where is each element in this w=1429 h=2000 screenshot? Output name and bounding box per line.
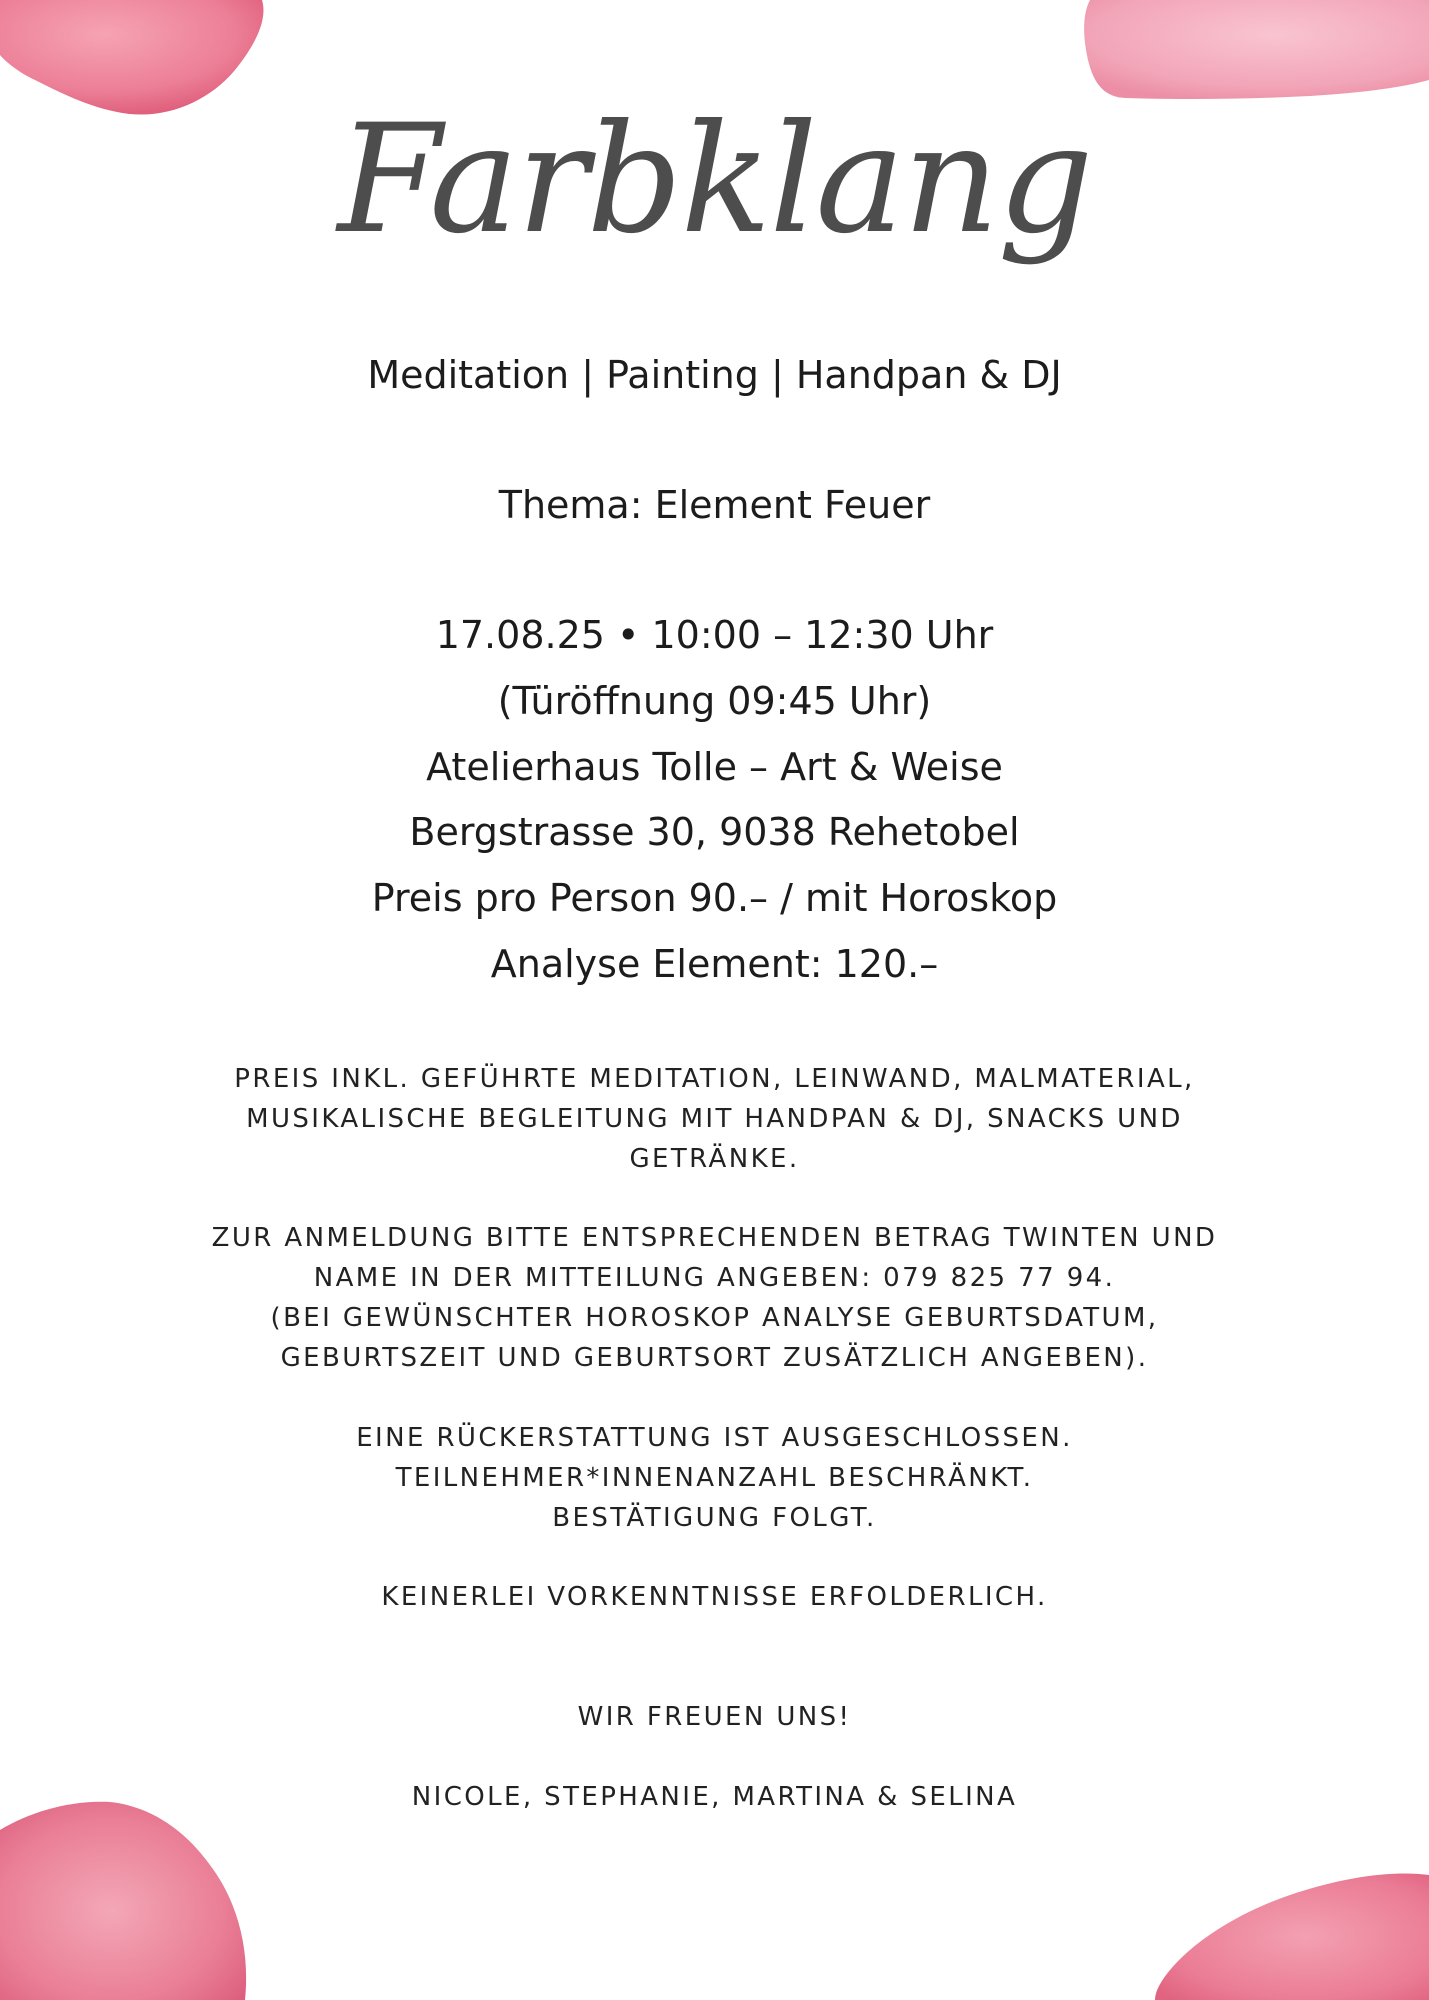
event-price: Preis pro Person 90.– / mit Horoskop [371,876,1058,920]
event-address: Bergstrasse 30, 9038 Rehetobel [409,810,1020,854]
watercolor-blob-bottom-right [1150,1870,1429,2000]
terms-info-line: BESTÄTIGUNG FOLGT. [552,1503,877,1533]
price-info-line: PREIS INKL. GEFÜHRTE MEDITATION, LEINWAND, MALMATERIAL, [234,1064,1195,1094]
prerequisites-info: KEINERLEI VORKENNTNISSE ERFOLDERLICH. [381,1582,1048,1612]
event-price-horoscope: Analyse Element: 120.– [490,942,939,986]
registration-info-line: (BEI GEWÜNSCHTER HOROSKOP ANALYSE GEBURTSDATUM, [270,1303,1159,1333]
event-door-opening: (Türöffnung 09:45 Uhr) [497,679,932,723]
watercolor-blob-bottom-left [0,1790,260,2000]
registration-info-line: ZUR ANMELDUNG BITTE ENTSPRECHENDEN BETRAG TWINTEN UND [211,1223,1218,1253]
event-theme: Thema: Element Feuer [498,483,931,527]
price-info-line: GETRÄNKE. [629,1144,800,1174]
terms-info-line: EINE RÜCKERSTATTUNG IST AUSGESCHLOSSEN. [356,1423,1073,1453]
closing-greeting: WIR FREUEN UNS! [577,1702,852,1732]
event-venue: Atelierhaus Tolle – Art & Weise [426,745,1003,789]
organizers-signature: NICOLE, STEPHANIE, MARTINA & SELINA [411,1782,1018,1812]
registration-info-line: GEBURTSZEIT UND GEBURTSORT ZUSÄTZLICH ANGEBEN). [280,1343,1149,1373]
event-title: Farbklang [337,93,1092,267]
price-info-line: MUSIKALISCHE BEGLEITUNG MIT HANDPAN & DJ, SNACKS UND [246,1104,1183,1134]
event-date-time: 17.08.25 • 10:00 – 12:30 Uhr [435,613,994,657]
event-subtitle: Meditation | Painting | Handpan & DJ [367,353,1062,397]
registration-info-line: NAME IN DER MITTEILUNG ANGEBEN: 079 825 77 94. [313,1263,1116,1293]
terms-info-line: TEILNEHMER*INNENANZAHL BESCHRÄNKT. [395,1463,1034,1493]
